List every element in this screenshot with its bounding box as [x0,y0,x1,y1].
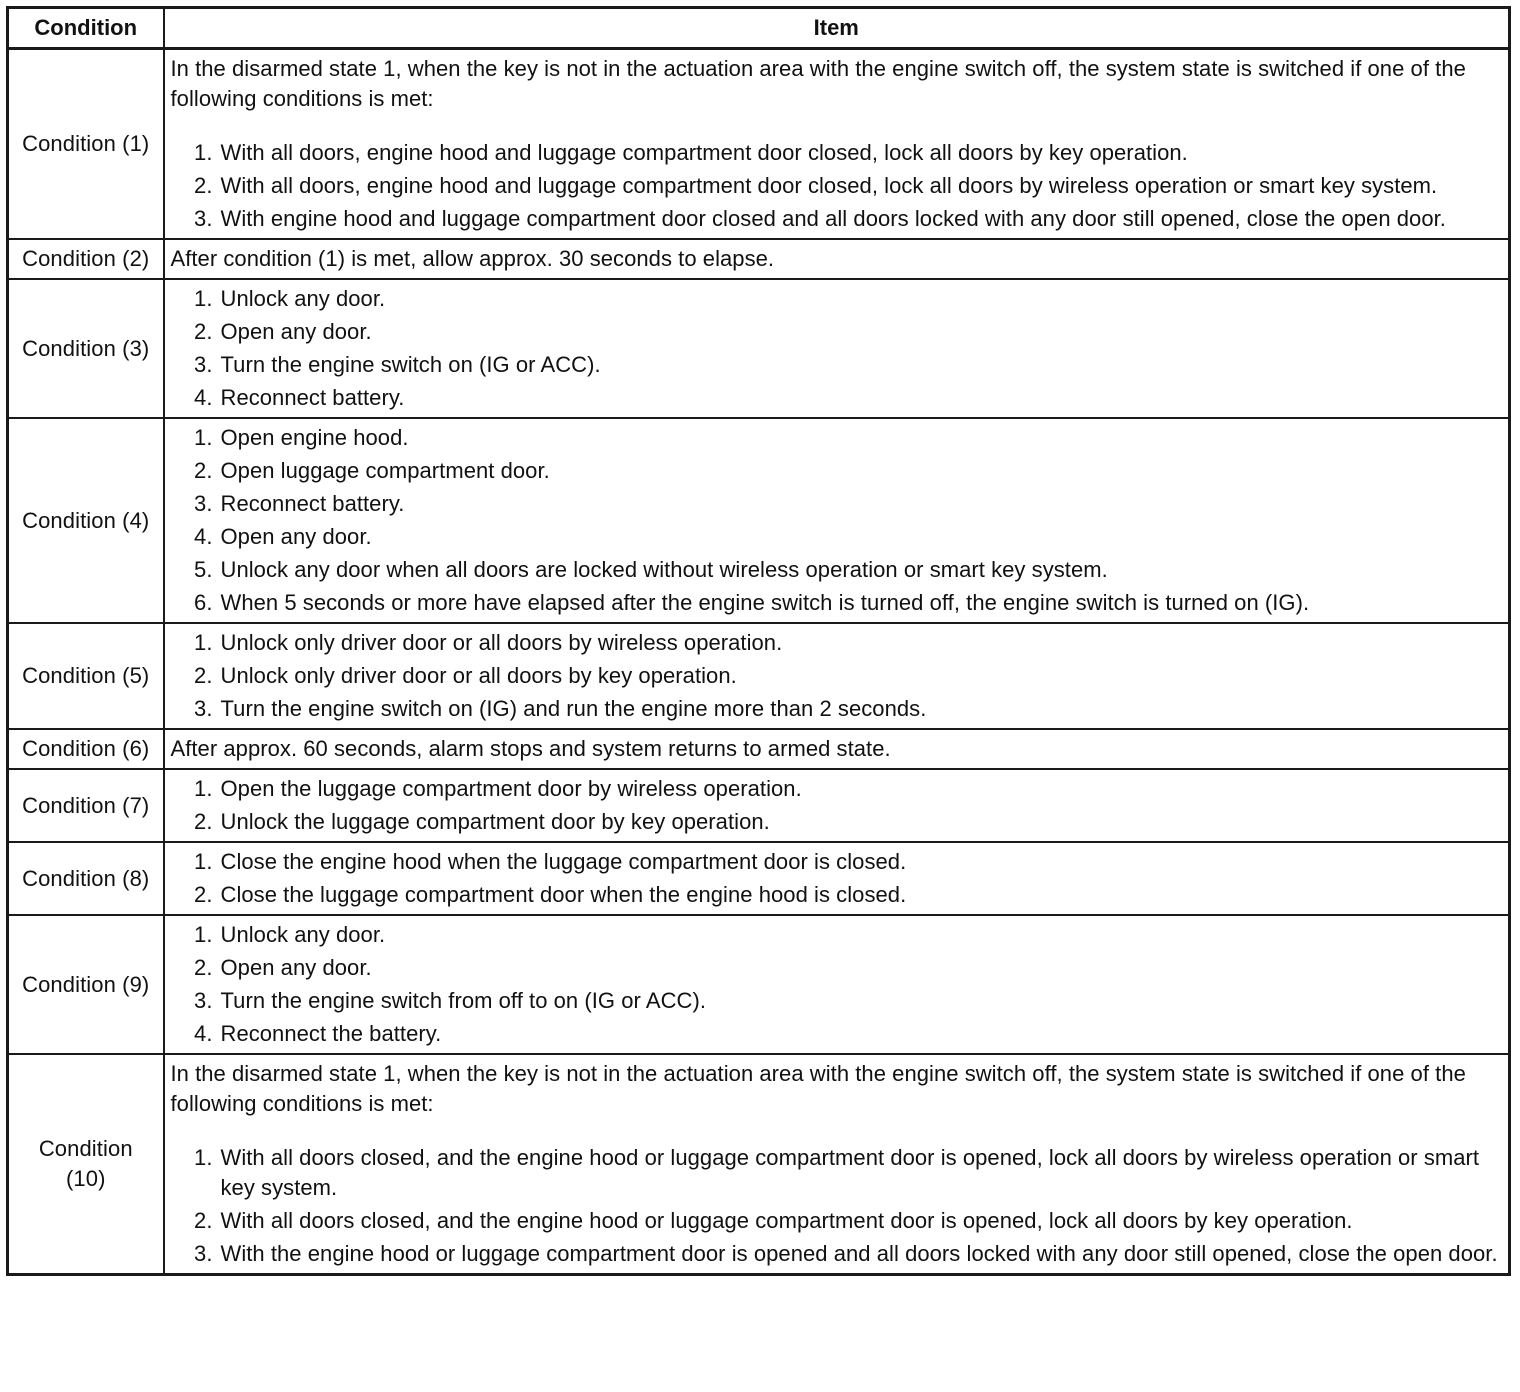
step-number: 1. [194,425,213,450]
list-item [171,383,1505,413]
step-number: 1. [194,776,213,801]
step-list [171,138,1505,234]
step-number: 2. [194,882,213,907]
condition-label: Condition (10) [8,1054,164,1275]
step-list [171,628,1505,724]
step-text: Unlock only driver door or all doors by key operation. [220,663,737,688]
list-item [171,138,1505,168]
condition-label: Condition (9) [8,915,164,1054]
item-intro-text: After condition (1) is met, allow approx. 30 seconds to elapse. [170,246,775,271]
step-text: Open any door. [220,319,372,344]
condition-label: Condition (8) [8,842,164,915]
item-cell [164,418,1510,623]
step-text: With all doors, engine hood and luggage compartment door closed, lock all doors by wireless operation or smart key system. [220,173,1438,198]
step-text: Unlock any door when all doors are locked without wireless operation or smart key system. [220,557,1108,582]
item-cell [164,915,1510,1054]
table-row [8,623,1510,729]
condition-label: Condition (1) [8,49,164,240]
list-item [171,986,1505,1016]
condition-label: Condition (4) [8,418,164,623]
item-cell [164,239,1510,279]
list-item [171,350,1505,380]
step-number: 1. [194,140,213,165]
step-list [171,284,1505,413]
step-number: 1. [194,630,213,655]
step-number: 2. [194,458,213,483]
step-text: Reconnect battery. [220,491,405,516]
step-text: Open luggage compartment door. [220,458,550,483]
table-row [8,279,1510,418]
step-text: Close the engine hood when the luggage compartment door is closed. [220,849,907,874]
condition-table-container [6,6,1508,1276]
item-intro-text: In the disarmed state 1, when the key is not in the actuation area with the engine switch off, the system state is switched if one of the following conditions is met: [170,56,1466,111]
table-row [8,1054,1510,1275]
list-item [171,774,1505,804]
step-text: Open engine hood. [220,425,409,450]
step-number: 2. [194,663,213,688]
step-text: Open any door. [220,955,372,980]
step-list [171,847,1505,910]
step-list [171,920,1505,1049]
step-text: Turn the engine switch on (IG) and run the engine more than 2 seconds. [220,696,927,721]
condition-table [6,6,1511,1276]
list-item [171,1143,1505,1203]
table-body [8,49,1510,1275]
step-number: 3. [194,988,213,1013]
table-row [8,769,1510,842]
step-number: 2. [194,319,213,344]
condition-column-header: Condition [8,8,164,49]
step-number: 3. [194,352,213,377]
step-number: 1. [194,1145,213,1170]
step-text: With all doors, engine hood and luggage compartment door closed, lock all doors by key operation. [220,140,1188,165]
step-list [171,1143,1505,1269]
step-number: 1. [194,286,213,311]
list-item [171,171,1505,201]
item-cell [164,279,1510,418]
step-number: 1. [194,849,213,874]
step-number: 3. [194,491,213,516]
step-number: 6. [194,590,213,615]
spacer [171,1119,1505,1143]
table-row [8,729,1510,769]
step-text: Turn the engine switch on (IG or ACC). [220,352,601,377]
step-text: With all doors closed, and the engine hood or luggage compartment door is opened, lock all doors by key operation. [220,1208,1353,1233]
step-text: With engine hood and luggage compartment door closed and all doors locked with any door still opened, close the open door. [220,206,1446,231]
condition-label: Condition (5) [8,623,164,729]
step-number: 4. [194,385,213,410]
list-item [171,847,1505,877]
condition-label: Condition (7) [8,769,164,842]
step-text: Open any door. [220,524,372,549]
list-item [171,522,1505,552]
step-list [171,774,1505,837]
list-item [171,489,1505,519]
list-item [171,694,1505,724]
step-number: 3. [194,696,213,721]
step-text: Close the luggage compartment door when the engine hood is closed. [220,882,907,907]
step-list [171,423,1505,618]
table-row [8,239,1510,279]
condition-label: Condition (3) [8,279,164,418]
list-item [171,284,1505,314]
step-number: 4. [194,1021,213,1046]
step-text: When 5 seconds or more have elapsed after the engine switch is turned off, the engine switch is turned on (IG). [220,590,1310,615]
step-text: Turn the engine switch from off to on (IG or ACC). [220,988,706,1013]
step-number: 3. [194,206,213,231]
table-row [8,418,1510,623]
step-text: With the engine hood or luggage compartment door is opened and all doors locked with any door still opened, close the open door. [220,1241,1498,1266]
step-text: Unlock any door. [220,922,386,947]
table-header-row [8,8,1510,49]
step-text: Unlock the luggage compartment door by key operation. [220,809,770,834]
item-column-header: Item [164,8,1510,49]
list-item [171,1239,1505,1269]
table-row [8,915,1510,1054]
list-item [171,628,1505,658]
list-item [171,920,1505,950]
step-text: Open the luggage compartment door by wireless operation. [220,776,802,801]
item-intro-text: After approx. 60 seconds, alarm stops and system returns to armed state. [170,736,891,761]
list-item [171,1019,1505,1049]
list-item [171,807,1505,837]
step-text: Unlock any door. [220,286,386,311]
step-number: 5. [194,557,213,582]
list-item [171,880,1505,910]
list-item [171,953,1505,983]
condition-label: Condition (2) [8,239,164,279]
step-text: With all doors closed, and the engine hood or luggage compartment door is opened, lock all doors by wireless operation or smart key system. [220,1145,1480,1200]
table-row [8,842,1510,915]
step-number: 2. [194,173,213,198]
step-text: Reconnect battery. [220,385,405,410]
item-cell [164,729,1510,769]
item-cell [164,769,1510,842]
list-item [171,661,1505,691]
item-intro-text: In the disarmed state 1, when the key is not in the actuation area with the engine switch off, the system state is switched if one of the following conditions is met: [170,1061,1466,1116]
item-cell [164,623,1510,729]
item-cell [164,842,1510,915]
step-number: 4. [194,524,213,549]
list-item [171,317,1505,347]
list-item [171,1206,1505,1236]
step-text: Unlock only driver door or all doors by wireless operation. [220,630,783,655]
list-item [171,555,1505,585]
step-number: 2. [194,1208,213,1233]
list-item [171,204,1505,234]
step-number: 2. [194,955,213,980]
step-number: 3. [194,1241,213,1266]
spacer [171,114,1505,138]
list-item [171,423,1505,453]
list-item [171,588,1505,618]
table-row [8,49,1510,240]
step-number: 1. [194,922,213,947]
step-number: 2. [194,809,213,834]
condition-label: Condition (6) [8,729,164,769]
item-cell [164,49,1510,240]
list-item [171,456,1505,486]
item-cell [164,1054,1510,1275]
step-text: Reconnect the battery. [220,1021,442,1046]
